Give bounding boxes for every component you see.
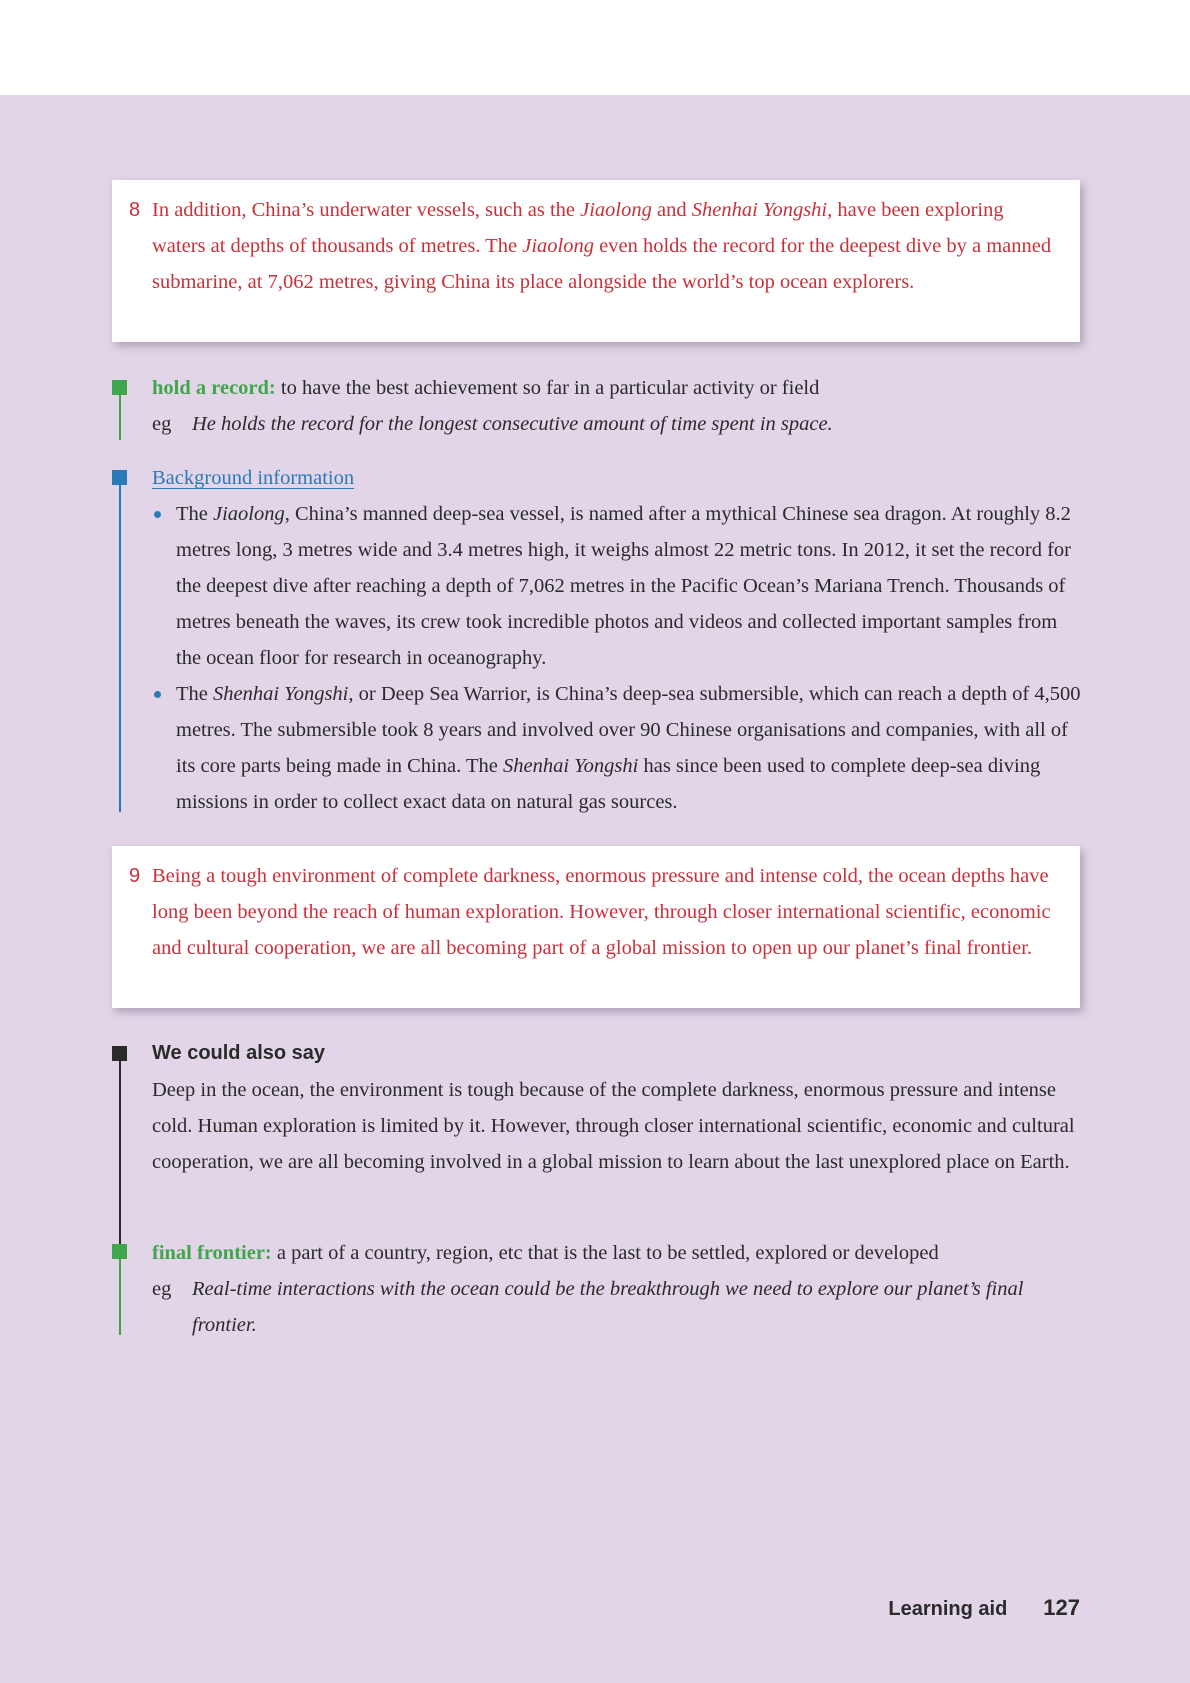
vocab-term: hold a record: — [152, 377, 276, 399]
could-say-text: Deep in the ocean, the environment is tough because of the complete darkness, enormous pressure and intense cold. Human exploration is limited by it. However, through closer international scientific, economic and cultural cooperation, we are all becoming involved in a global mission to learn about the last unexplored place on Earth. — [152, 1079, 1075, 1173]
vocab-definition: to have the best achievement so far in a particular activity or field — [275, 377, 820, 399]
vocab-term: final frontier: — [152, 1242, 272, 1264]
vocab-rule-green — [119, 395, 121, 440]
could-say-heading: We could also say — [152, 1042, 326, 1064]
vocab-rule-green — [119, 1259, 121, 1335]
vocab-marker-green — [112, 1244, 127, 1259]
vocab-marker-green — [112, 380, 127, 395]
vocab-example: eg Real-time interactions with the ocean could be the breakthrough we need to explore our planet’s final frontier. — [152, 1278, 1024, 1336]
paragraph-number: 9 — [129, 865, 141, 887]
paragraph-9-text: 9 Being a tough environment of complete darkness, enormous pressure and intense cold, the ocean depths have long been beyond the reach of human exploration. However, through closer international scientific, economic and cultural cooperation, we are all becoming part of a global mission to open up our planet’s final frontier. — [152, 858, 1052, 966]
info-rule-blue — [119, 485, 121, 812]
list-item: The Shenhai Yongshi, or Deep Sea Warrior, is China’s deep-sea submersible, which can reach a depth of 4,500 metres. The submersible took 8 years and involved over 90 Chinese organisations and companies, with all of its core parts being made in China. The Shenhai Yongshi has since been used to complete deep-sea diving missions in order to collect exact data on natural gas sources. — [152, 676, 1082, 820]
paragraph-9-card — [112, 846, 1080, 1008]
page-number: 127 — [1043, 1595, 1080, 1620]
vocab-definition: a part of a country, region, etc that is the last to be settled, explored or developed — [271, 1242, 939, 1264]
background-info-list — [152, 496, 1082, 820]
page-footer — [888, 1595, 1080, 1621]
list-item: The Jiaolong, China’s manned deep-sea vessel, is named after a mythical Chinese sea dragon. At roughly 8.2 metres long, 3 metres wide and 3.4 metres high, it weighs almost 22 metric tons. In 2012, it set the record for the deepest dive after reaching a depth of 7,062 metres in the Pacific Ocean’s Mariana Trench. Thousands of metres beneath the waves, its crew took incredible photos and videos and collected important samples from the ocean floor for research in oceanography. — [152, 496, 1082, 676]
info-marker-blue — [112, 470, 127, 485]
bullet-icon — [154, 511, 161, 518]
could-say-rule — [119, 1061, 121, 1245]
paragraph-8-text: 8 In addition, China’s underwater vessels, such as the Jiaolong and Shenhai Yongshi, have been exploring waters at depths of thousands of metres. The Jiaolong even holds the record for the deepest dive by a manned submarine, at 7,062 metres, giving China its place alongside the world’s top ocean explorers. — [152, 192, 1052, 300]
vocab-hold-a-record — [152, 370, 1082, 406]
paragraph-8-card — [112, 180, 1080, 342]
bullet-icon — [154, 691, 161, 698]
paragraph-number: 8 — [129, 199, 141, 221]
could-say-marker — [112, 1046, 127, 1061]
background-info-heading: Background information — [152, 467, 355, 489]
footer-label: Learning aid — [888, 1598, 1008, 1620]
vocab-example: eg He holds the record for the longest consecutive amount of time spent in space. — [152, 413, 833, 435]
vocab-final-frontier — [152, 1235, 1082, 1271]
